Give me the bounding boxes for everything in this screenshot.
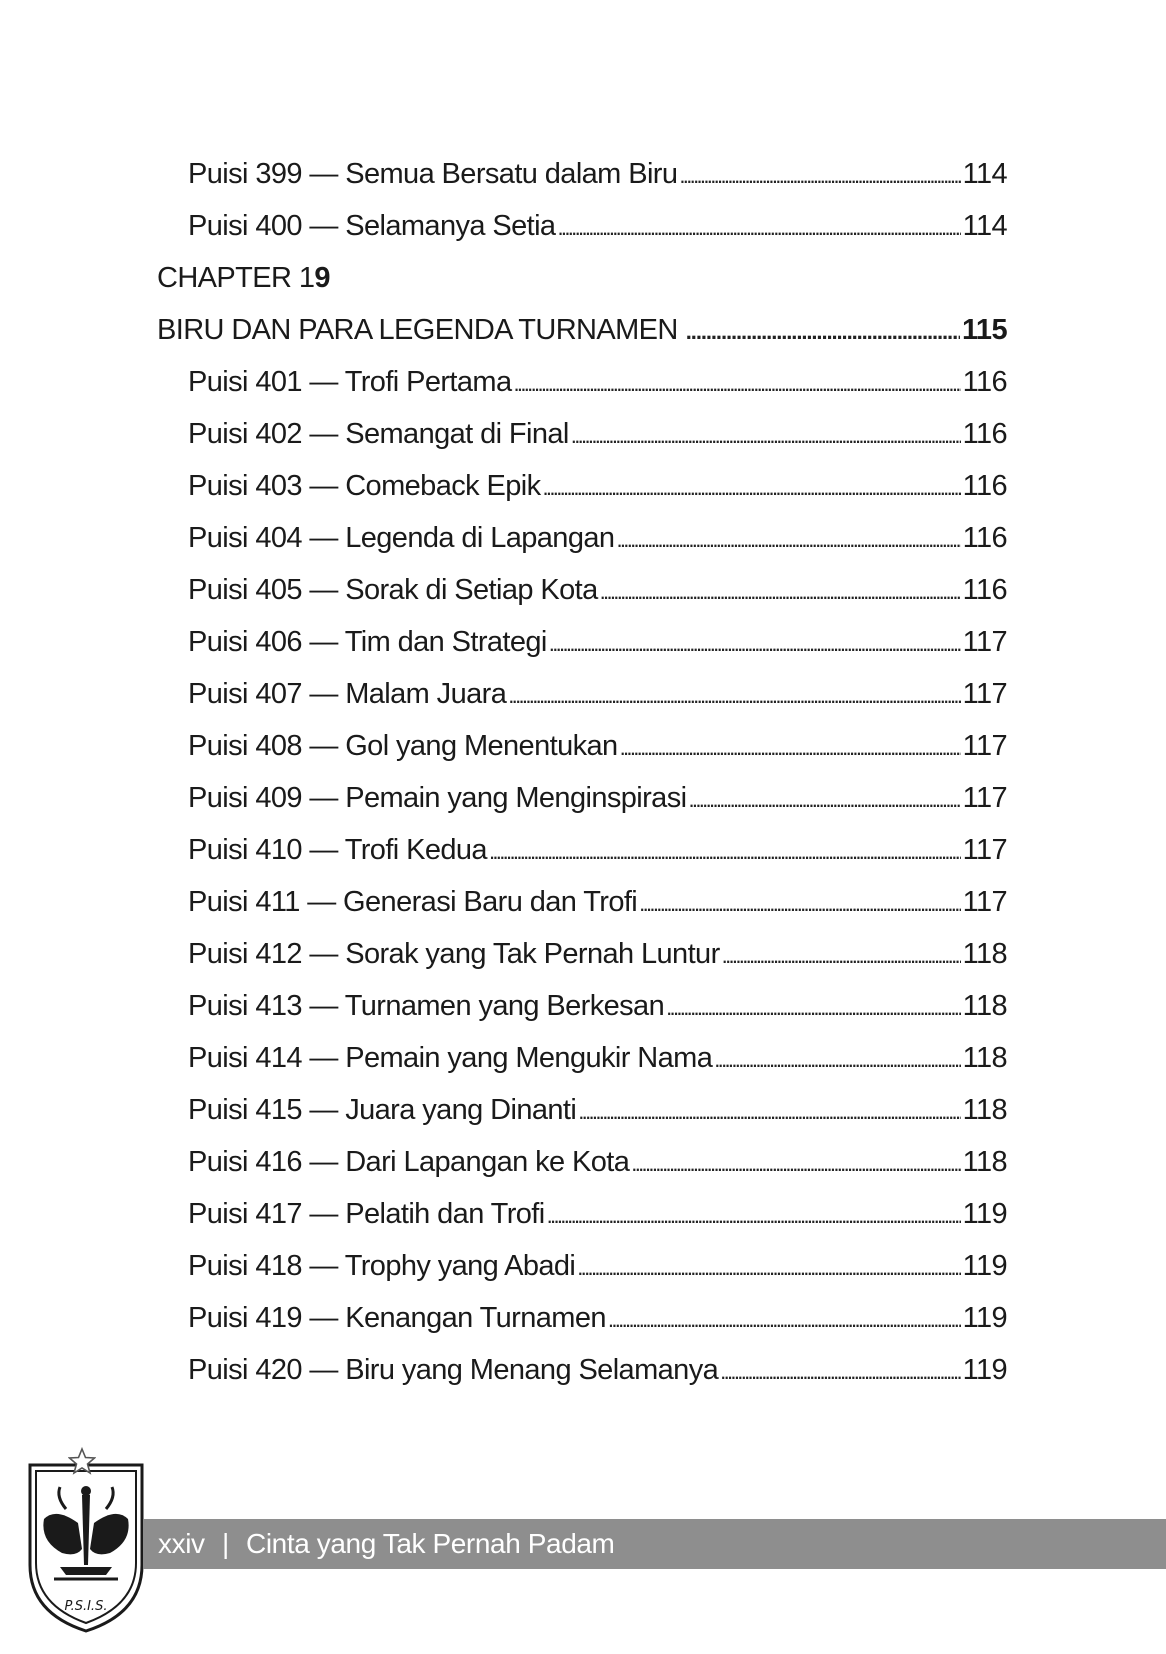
toc-entry-label: Puisi 415 — Juara yang Dinanti [188,1094,577,1126]
toc-entry-page: 117 [962,626,1007,658]
footer-book-title: Cinta yang Tak Pernah Padam [246,1528,615,1559]
dot-leader [543,462,961,514]
chapter-page: 115 [962,314,1007,346]
dot-leader [620,722,961,774]
toc-entry-label: Puisi 420 — Biru yang Menang Selamanya [188,1354,719,1386]
toc-entry-page: 116 [962,470,1007,502]
toc-entry-page: 119 [962,1302,1007,1334]
toc-entry-page: 118 [962,990,1007,1022]
toc-entry[interactable] [157,1240,1007,1292]
toc-entry[interactable] [157,668,1007,720]
dot-leader [549,618,961,670]
toc-entry-label: Puisi 400 — Selamanya Setia [188,210,556,242]
toc-entry-page: 117 [962,730,1007,762]
toc-entry-page: 118 [962,1042,1007,1074]
toc-entry[interactable] [157,408,1007,460]
toc-entry-label: Puisi 403 — Comeback Epik [188,470,541,502]
toc-entry[interactable] [157,616,1007,668]
toc-entry-label: Puisi 412 — Sorak yang Tak Pernah Luntur [188,938,720,970]
toc-entry[interactable] [157,1292,1007,1344]
chapter-title-entry[interactable] [157,304,1007,356]
dot-leader [600,566,961,618]
toc-entry-label: Puisi 399 — Semua Bersatu dalam Biru [188,158,678,190]
chapter-heading-prefix: CHAPTER 1 [157,262,315,294]
toc-entry-page: 117 [962,678,1007,710]
toc-entry-page: 119 [962,1198,1007,1230]
footer-bar [143,1519,1166,1569]
dot-leader [571,410,961,462]
toc-entry[interactable] [157,564,1007,616]
toc-entry-page: 119 [962,1354,1007,1386]
toc-entry[interactable] [157,928,1007,980]
toc-entry-label: Puisi 406 — Tim dan Strategi [188,626,547,658]
toc-entry-page: 116 [962,522,1007,554]
toc-entry[interactable] [157,980,1007,1032]
toc-entry-label: Puisi 417 — Pelatih dan Trofi [188,1198,545,1230]
star-icon [68,1447,96,1475]
toc-entry-page: 118 [962,1094,1007,1126]
toc-entry-page: 116 [962,366,1007,398]
toc-entry[interactable] [157,148,1007,200]
toc-entry[interactable] [157,824,1007,876]
toc-entry-page: 116 [962,418,1007,450]
toc-entry-page: 116 [962,574,1007,606]
dot-leader [489,826,961,878]
toc-entry-label: Puisi 414 — Pemain yang Mengukir Nama [188,1042,713,1074]
crest-text: P.S.I.S. [64,1599,108,1614]
toc-entry-label: Puisi 402 — Semangat di Final [188,418,569,450]
toc-entry-label: Puisi 410 — Trofi Kedua [188,834,487,866]
dot-leader [578,1086,960,1138]
toc-entry-page: 117 [962,834,1007,866]
toc-entry[interactable] [157,1188,1007,1240]
toc-entry[interactable] [157,1344,1007,1396]
dot-leader [508,670,960,722]
toc-entry[interactable] [157,356,1007,408]
dot-leader [631,1138,960,1190]
toc-entry-label: Puisi 408 — Gol yang Menentukan [188,730,618,762]
dot-leader [720,1346,960,1398]
dot-leader [608,1294,961,1346]
toc-entry-page: 118 [962,938,1007,970]
toc-entry-label: Puisi 413 — Turnamen yang Berkesan [188,990,665,1022]
dot-leader [688,774,960,826]
dot-leader [577,1242,960,1294]
toc-entry-label: Puisi 405 — Sorak di Setiap Kota [188,574,598,606]
dot-leader [679,150,960,202]
toc-entry-label: Puisi 418 — Trophy yang Abadi [188,1250,576,1282]
toc-entry-label: Puisi 419 — Kenangan Turnamen [188,1302,606,1334]
footer-separator: | [222,1528,229,1559]
toc-entry[interactable] [157,512,1007,564]
dot-leader [686,306,960,358]
toc-entry[interactable] [157,1136,1007,1188]
chapter-heading-number: 9 [314,262,330,294]
toc-entry[interactable] [157,460,1007,512]
table-of-contents [157,148,1007,1396]
dot-leader [722,930,961,982]
dot-leader [666,982,960,1034]
dot-leader [513,358,960,410]
toc-entry-page: 118 [962,1146,1007,1178]
toc-entry-label: Puisi 409 — Pemain yang Menginspirasi [188,782,687,814]
toc-entry-page: 114 [962,210,1007,242]
toc-entry-label: Puisi 401 — Trofi Pertama [188,366,512,398]
toc-entry[interactable] [157,772,1007,824]
toc-entry-list [157,356,1007,1396]
toc-entry-page: 119 [962,1250,1007,1282]
toc-entry-page: 117 [962,782,1007,814]
dot-leader [557,202,960,254]
toc-entry[interactable] [157,720,1007,772]
toc-entry[interactable] [157,1084,1007,1136]
dot-leader [547,1190,961,1242]
toc-entry[interactable] [157,200,1007,252]
chapter-title: BIRU DAN PARA LEGENDA TURNAMEN [157,314,678,346]
toc-entry[interactable] [157,876,1007,928]
toc-entry-label: Puisi 404 — Legenda di Lapangan [188,522,615,554]
toc-entry-label: Puisi 411 — Generasi Baru dan Trofi [188,886,638,918]
chapter-heading [157,252,1007,304]
dot-leader [714,1034,960,1086]
dot-leader [639,878,960,930]
toc-entry-page: 117 [962,886,1007,918]
toc-entry[interactable] [157,1032,1007,1084]
dot-leader [616,514,960,566]
toc-entry-label: Puisi 407 — Malam Juara [188,678,507,710]
footer-page-number: xxiv [158,1528,205,1559]
toc-entry-label: Puisi 416 — Dari Lapangan ke Kota [188,1146,630,1178]
toc-entry-page: 114 [962,158,1007,190]
